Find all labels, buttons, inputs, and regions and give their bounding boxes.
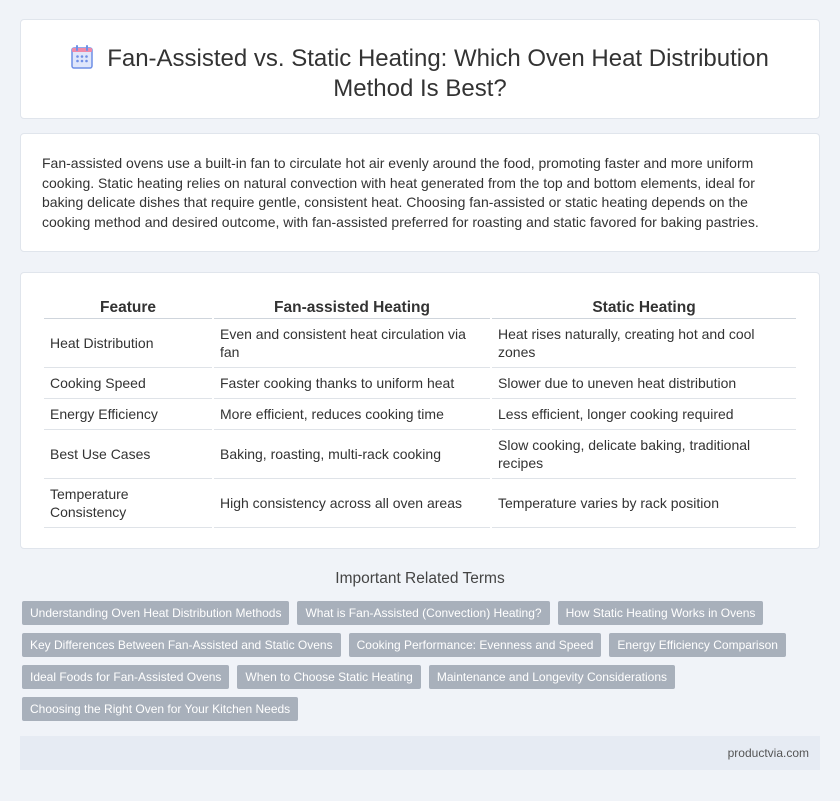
table-cell: Baking, roasting, multi-rack cooking [214, 430, 490, 479]
intro-card [20, 133, 820, 252]
table-cell: Heat Distribution [44, 319, 212, 368]
page-title [21, 44, 819, 104]
table-row [44, 430, 796, 479]
header-fan-assisted: Fan-assisted Heating [214, 295, 490, 319]
table-cell: Slow cooking, delicate baking, traditional recipes [492, 430, 796, 479]
table-cell: High consistency across all oven areas [214, 479, 490, 528]
header-feature: Feature [44, 295, 212, 319]
document-icon [71, 45, 93, 69]
related-term-chip[interactable]: What is Fan-Assisted (Convection) Heating? [297, 601, 549, 625]
table-cell: Even and consistent heat circulation via fan [214, 319, 490, 368]
table-cell: Faster cooking thanks to uniform heat [214, 368, 490, 399]
related-term-chip[interactable]: How Static Heating Works in Ovens [558, 601, 764, 625]
table-cell: Heat rises naturally, creating hot and cool zones [492, 319, 796, 368]
related-term-chip[interactable]: Maintenance and Longevity Considerations [429, 665, 675, 689]
table-cell: Cooking Speed [44, 368, 212, 399]
table-row [44, 368, 796, 399]
table-cell: Temperature varies by rack position [492, 479, 796, 528]
comparison-card [20, 272, 820, 549]
table-header-row [44, 295, 796, 319]
title-line-1: Fan-Assisted vs. Static Heating: Which Oven Heat Distribution [107, 45, 769, 72]
related-terms-title: Important Related Terms [335, 570, 505, 587]
footer [20, 736, 820, 770]
title-line-2: Method Is Best? [333, 75, 507, 102]
table-cell: Energy Efficiency [44, 399, 212, 430]
table-row [44, 399, 796, 430]
comparison-table [42, 295, 798, 528]
related-term-chip[interactable]: Key Differences Between Fan-Assisted and Static Ovens [22, 633, 341, 657]
intro-paragraph: Fan-assisted ovens use a built-in fan to circulate hot air evenly around the food, promoting faster and more uniform cooking. Static heating relies on natural convection with heat generated from the top and bottom elements, ideal for baking delicate dishes that require gentle, consistent heat. Choosing fan-assisted or static heating depends on the cooking method and desired outcome, with fan-assisted preferred for roasting and static favored for baking pastries. [42, 155, 759, 230]
related-term-chip[interactable]: When to Choose Static Heating [237, 665, 420, 689]
related-term-chip[interactable]: Choosing the Right Oven for Your Kitchen Needs [22, 697, 298, 721]
related-term-chip[interactable]: Understanding Oven Heat Distribution Methods [22, 601, 289, 625]
header-static: Static Heating [492, 295, 796, 319]
table-cell: Best Use Cases [44, 430, 212, 479]
table-cell: Temperature Consistency [44, 479, 212, 528]
related-terms-list [22, 601, 802, 721]
table-cell: Slower due to uneven heat distribution [492, 368, 796, 399]
related-term-chip[interactable]: Energy Efficiency Comparison [609, 633, 786, 657]
table-row [44, 479, 796, 528]
related-term-chip[interactable]: Ideal Foods for Fan-Assisted Ovens [22, 665, 229, 689]
table-cell: Less efficient, longer cooking required [492, 399, 796, 430]
header-card [20, 19, 820, 119]
related-term-chip[interactable]: Cooking Performance: Evenness and Speed [349, 633, 602, 657]
table-cell: More efficient, reduces cooking time [214, 399, 490, 430]
footer-site-link[interactable]: productvia.com [727, 746, 809, 760]
table-row [44, 319, 796, 368]
